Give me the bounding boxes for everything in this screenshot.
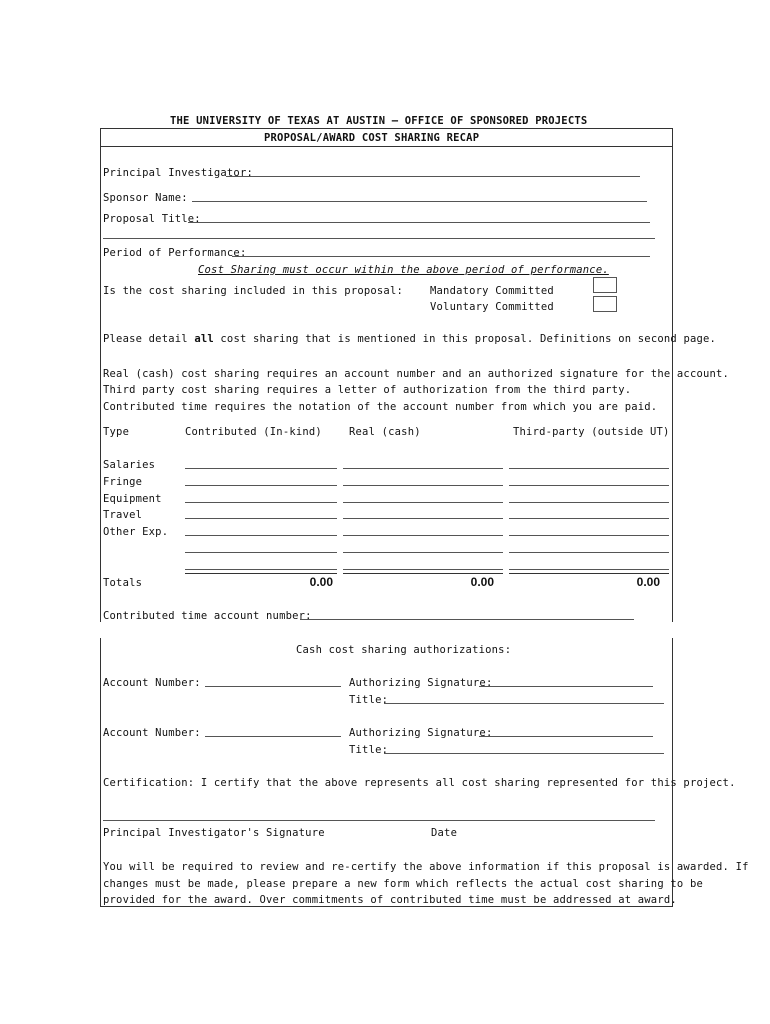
row-label: Other Exp. — [103, 526, 169, 538]
total-contributed: 0.00 — [309, 575, 333, 589]
proposal-title-label: Proposal Title: — [103, 213, 201, 225]
total-real: 0.00 — [470, 575, 494, 589]
proposal-title-field[interactable] — [188, 222, 650, 223]
auth-signature-label: Authorizing Signature: — [349, 727, 493, 739]
pi-signature-line[interactable] — [103, 820, 655, 821]
frame-left-c — [100, 638, 101, 906]
contributed-entry-field[interactable] — [185, 569, 337, 570]
proposal-title-field-2[interactable] — [103, 238, 655, 239]
col-contributed: Contributed (In-kind) — [185, 426, 322, 438]
period-label: Period of Performance: — [103, 247, 247, 259]
totals-rule — [509, 573, 669, 574]
auth-title-field[interactable] — [384, 753, 664, 754]
third-entry-field[interactable] — [509, 502, 669, 503]
contributed-account-field[interactable] — [300, 619, 634, 620]
pi-signature-label: Principal Investigator's Signature — [103, 827, 325, 839]
row-label: Equipment — [103, 493, 162, 505]
third-entry-field[interactable] — [509, 535, 669, 536]
frame-divider — [100, 146, 673, 147]
contributed-entry-field[interactable] — [185, 485, 337, 486]
period-field[interactable] — [232, 256, 650, 257]
authorizations-heading: Cash cost sharing authorizations: — [296, 644, 512, 656]
col-type: Type — [103, 426, 130, 438]
contributed-entry-field[interactable] — [185, 552, 337, 553]
contributed-instruction: Contributed time requires the notation of the account number from which you are paid. — [103, 401, 658, 413]
total-third: 0.00 — [636, 575, 660, 589]
row-label: Salaries — [103, 459, 156, 471]
col-real: Real (cash) — [349, 426, 421, 438]
voluntary-checkbox[interactable] — [593, 296, 617, 312]
contributed-entry-field[interactable] — [185, 502, 337, 503]
footer-line-1: You will be required to review and re-certify the above information if this proposal is awarded. If — [103, 861, 749, 873]
contributed-entry-field[interactable] — [185, 468, 337, 469]
frame-left — [100, 128, 101, 608]
real-entry-field[interactable] — [343, 502, 503, 503]
real-entry-field[interactable] — [343, 535, 503, 536]
frame-bottom — [100, 906, 673, 907]
footer-line-2: changes must be made, please prepare a new form which reflects the actual cost sharing to be — [103, 878, 703, 890]
frame-left-b — [100, 606, 101, 622]
third-entry-field[interactable] — [509, 485, 669, 486]
third-entry-field[interactable] — [509, 468, 669, 469]
real-entry-field[interactable] — [343, 485, 503, 486]
third-instruction: Third party cost sharing requires a letter of authorization from the third party. — [103, 384, 632, 396]
form-subtitle: PROPOSAL/AWARD COST SHARING RECAP — [264, 132, 480, 144]
period-note: Cost Sharing must occur within the above period of performance. — [198, 264, 609, 276]
sponsor-field[interactable] — [192, 201, 647, 202]
third-entry-field[interactable] — [509, 552, 669, 553]
account-number-label: Account Number: — [103, 727, 201, 739]
form-title: THE UNIVERSITY OF TEXAS AT AUSTIN – OFFICE OF SPONSORED PROJECTS — [170, 115, 588, 127]
mandatory-label: Mandatory Committed — [430, 285, 554, 297]
totals-rule — [185, 573, 337, 574]
contributed-entry-field[interactable] — [185, 518, 337, 519]
frame-top — [100, 128, 673, 129]
real-entry-field[interactable] — [343, 552, 503, 553]
footer-line-3: provided for the award. Over commitments of contributed time must be addressed at award. — [103, 894, 677, 906]
mandatory-checkbox[interactable] — [593, 277, 617, 293]
pi-field[interactable] — [226, 176, 640, 177]
auth-signature-label: Authorizing Signature: — [349, 677, 493, 689]
account-number-label: Account Number: — [103, 677, 201, 689]
account-number-field[interactable] — [205, 736, 341, 737]
contributed-entry-field[interactable] — [185, 535, 337, 536]
real-entry-field[interactable] — [343, 468, 503, 469]
auth-title-field[interactable] — [384, 703, 664, 704]
row-label: Fringe — [103, 476, 143, 488]
row-label: Travel — [103, 509, 143, 521]
auth-signature-field[interactable] — [479, 736, 653, 737]
totals-rule — [343, 573, 503, 574]
date-label: Date — [431, 827, 458, 839]
detail-instruction: Please detail all cost sharing that is mentioned in this proposal. Definitions on second page. — [103, 333, 717, 345]
account-number-field[interactable] — [205, 686, 341, 687]
sponsor-label: Sponsor Name: — [103, 192, 188, 204]
pi-label: Principal Investigator: — [103, 167, 253, 179]
totals-label: Totals — [103, 577, 143, 589]
auth-title-label: Title: — [349, 744, 389, 756]
voluntary-label: Voluntary Committed — [430, 301, 554, 313]
frame-right-b — [672, 606, 673, 622]
auth-signature-field[interactable] — [479, 686, 653, 687]
certification-text: Certification: I certify that the above represents all cost sharing represented for this project. — [103, 777, 736, 789]
included-label: Is the cost sharing included in this proposal: — [103, 285, 403, 297]
auth-title-label: Title: — [349, 694, 389, 706]
real-entry-field[interactable] — [343, 518, 503, 519]
real-entry-field[interactable] — [343, 569, 503, 570]
contributed-account-label: Contributed time account number: — [103, 610, 312, 622]
third-entry-field[interactable] — [509, 518, 669, 519]
real-instruction: Real (cash) cost sharing requires an account number and an authorized signature for the account. — [103, 368, 730, 380]
col-third: Third-party (outside UT) — [513, 426, 670, 438]
third-entry-field[interactable] — [509, 569, 669, 570]
